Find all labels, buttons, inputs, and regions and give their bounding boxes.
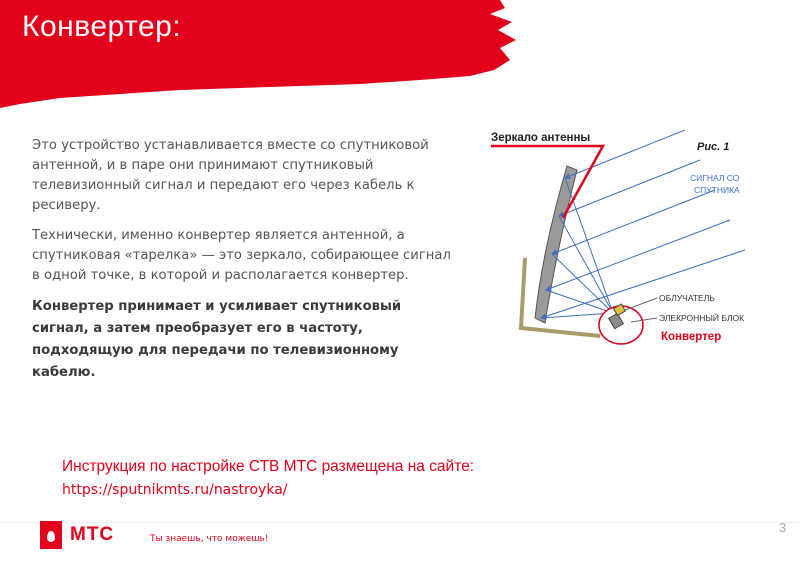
page-number: 3 [779, 520, 787, 535]
footer-divider [0, 522, 800, 523]
mts-logo-text: МТС [70, 524, 115, 545]
electronic-block-label: ЭЛЕКРОННЫЙ БЛОК [659, 313, 745, 323]
instruction-text: Инструкция по настройке СТВ МТС размещена на сайте: [62, 458, 475, 475]
figure-label: Рис. 1 [697, 141, 730, 153]
dish-mirror [535, 166, 577, 323]
signal-label-1: СИГНАЛ СО [690, 173, 740, 183]
instruction-link[interactable]: https://sputnikmts.ru/nastroyka/ [62, 482, 288, 498]
antenna-diagram [485, 118, 790, 363]
signal-label-2: СПУТНИКА [694, 185, 740, 195]
paragraph-3: Конвертер принимает и усиливает спутниковый сигнал, а затем преобразует его в частоту, подходящую для передачи по телевизионному кабелю. [32, 299, 402, 380]
converter-label: Конвертер [661, 331, 722, 343]
mts-logo-icon [40, 521, 62, 549]
mount-arm [521, 258, 600, 336]
paragraph-1: Это устройство устанавливается вместе со спутниковой антенной, и в паре они принимают спутниковый телевизионный сигнал и передают его через кабель к ресиверу. [32, 138, 429, 213]
mirror-pointer [491, 146, 603, 218]
body-text [32, 136, 462, 394]
paragraph-2: Технически, именно конвертер является антенной, а спутниковая «тарелка» — это зеркало, собирающее сигнал в одной точке, в которой и располагается конвертер. [32, 228, 451, 283]
slogan: Ты знаешь, что можешь! [150, 534, 269, 544]
page-title: Конвертер: [22, 10, 182, 43]
mirror-label: Зеркало антенны [491, 132, 591, 144]
feed-label: ОБЛУЧАТЕЛЬ [659, 293, 715, 303]
